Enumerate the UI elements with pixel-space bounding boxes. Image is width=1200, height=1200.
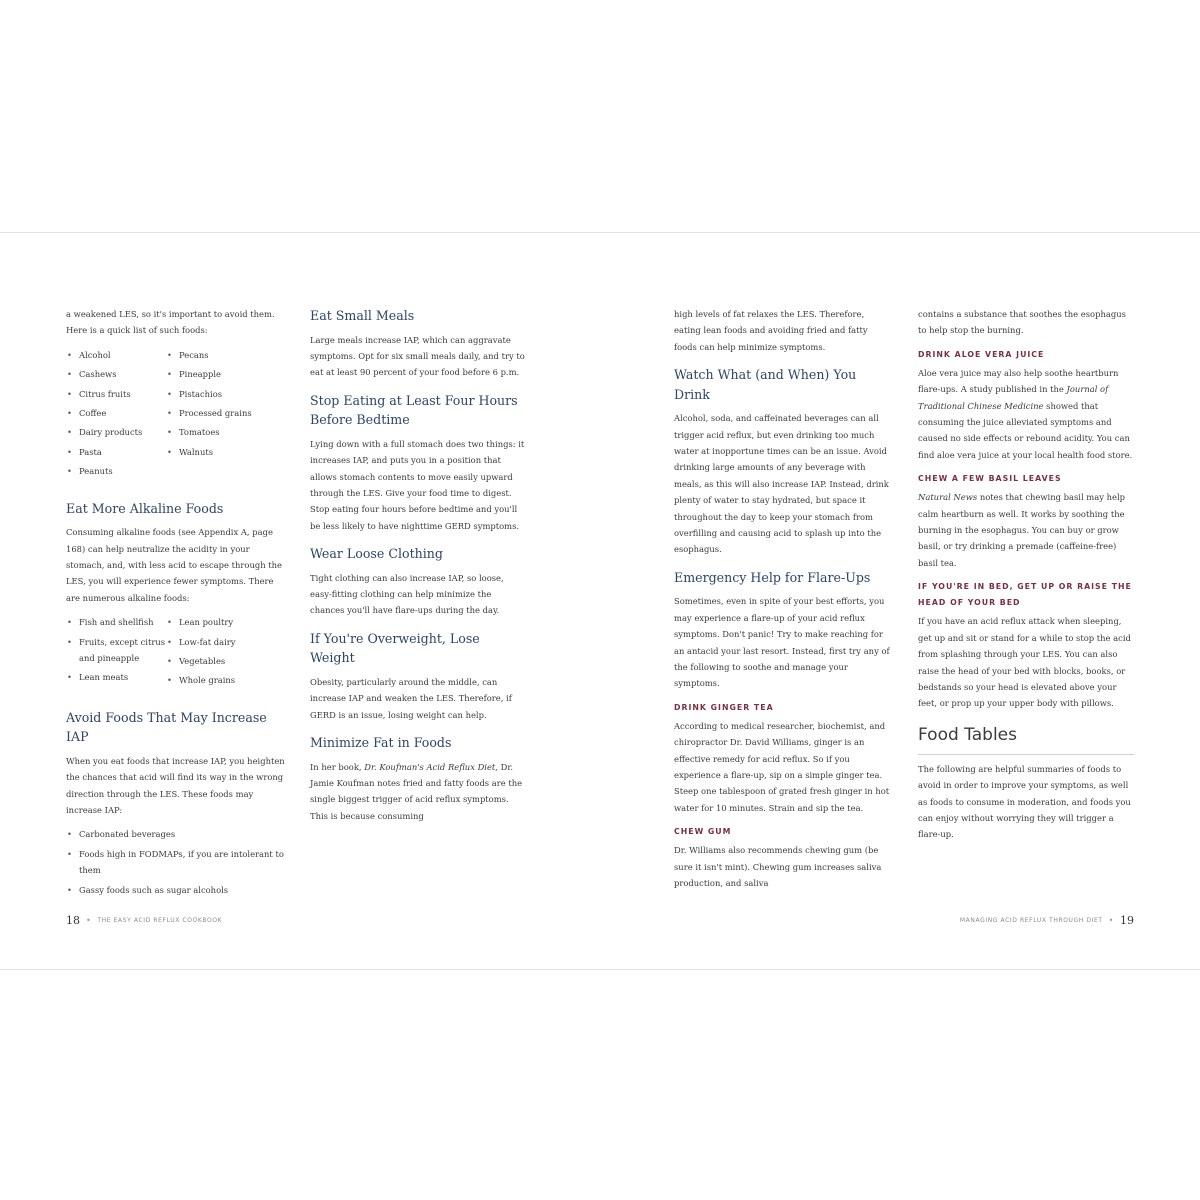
paragraph: contains a substance that soothes the esophagus to help stop the burning. bbox=[918, 309, 1126, 336]
list-item: • Pistachios bbox=[166, 386, 288, 402]
list-item: • Lean meats bbox=[66, 669, 166, 685]
paragraph: Large meals increase IAP, which can aggravate symptoms. Opt for six small meals daily, and try to eat at least 90 percent of your food before 6 p.m. bbox=[310, 334, 525, 378]
list-item: • Lean poultry bbox=[166, 614, 288, 630]
bullet-separator: • bbox=[1108, 916, 1114, 925]
bullet-separator: • bbox=[86, 916, 92, 925]
paragraph: Consuming alkaline foods (see Appendix A, page 168) can help neutralize the acidity in your stomach, and, with less acid to escape through the LES, you will experience fewer symptoms. There are numerous alkaline foods: bbox=[66, 527, 282, 603]
bullet-list bbox=[66, 347, 166, 483]
list-item: • Processed grains bbox=[166, 405, 288, 421]
food-list-avoid bbox=[66, 347, 288, 489]
list-item: • Walnuts bbox=[166, 444, 288, 460]
right-page-column-1 bbox=[674, 306, 890, 899]
list-item: • Fish and shellfish bbox=[66, 614, 166, 630]
list-item: • Carbonated beverages bbox=[66, 826, 288, 842]
left-page-footer bbox=[66, 914, 222, 927]
section-heading: Watch What (and When) You Drink bbox=[674, 367, 857, 402]
right-page-footer bbox=[960, 914, 1134, 927]
bullet-list bbox=[66, 826, 288, 898]
paragraph: Lying down with a full stomach does two things: it increases IAP, and puts you in a position that allows stomach contents to move easily upward through the LES. Give your food time to digest. Stop eating four hours before bedtime and you'll be less likely to have nighttime GERD symptoms. bbox=[310, 438, 525, 531]
paragraph bbox=[918, 489, 1134, 571]
publication-title: Natural News bbox=[918, 492, 978, 503]
section-heading: Minimize Fat in Foods bbox=[310, 735, 452, 751]
list-item: • Coffee bbox=[66, 405, 166, 421]
paragraph: Dr. Williams also recommends chewing gum (be sure it isn't mint). Chewing gum increases saliva production, and saliva bbox=[674, 845, 882, 889]
paragraph: According to medical researcher, biochemist, and chiropractor Dr. David Williams, ginger is an effective remedy for acid reflux. So if you experience a flare-up, sip on a simple ginger tea. Steep one tablespoon of grated fresh ginger in hot water for 10 minutes. Strain and sip the tea. bbox=[674, 720, 890, 813]
section-heading: Avoid Foods That May Increase IAP bbox=[66, 709, 267, 745]
food-list-alkaline bbox=[66, 614, 288, 698]
left-page-column-2 bbox=[310, 306, 528, 832]
paragraph: a weakened LES, so it's important to avoid them. Here is a quick list of such foods: bbox=[66, 309, 275, 336]
section-heading: Stop Eating at Least Four Hours Before Bedtime bbox=[310, 392, 518, 428]
subheading: CHEW A FEW BASIL LEAVES bbox=[918, 474, 1062, 484]
left-page-column-1 bbox=[66, 306, 288, 904]
list-item: • Vegetables bbox=[166, 653, 288, 669]
paragraph: Alcohol, soda, and caffeinated beverages can all trigger acid reflux, but even drinking too much water at inopportune times can be an issue. Avoid drinking large amounts of any beverage with meals, as this will also increase IAP. Instead, drink plenty of water to stay hydrated, but space it throughout the day to keep your stomach from overfilling and causing acid to splash up into the esophagus. bbox=[674, 413, 889, 555]
paragraph: Sometimes, even in spite of your best efforts, you may experience a flare-up of your acid reflux symptoms. Don't panic! Try to make reaching for an antacid your last resort. Instead, first try any of the following to soothe and manage your symptoms. bbox=[674, 596, 890, 689]
paragraph: Obesity, particularly around the middle, can increase IAP and weaken the LES. Therefore, if GERD is an issue, losing weight can help. bbox=[310, 676, 512, 720]
running-title: MANAGING ACID REFLUX THROUGH DIET bbox=[959, 917, 1103, 924]
list-item: • Fruits, except citrus and pineapple bbox=[66, 634, 166, 667]
list-item: • Low-fat dairy bbox=[166, 634, 288, 650]
section-heading: Emergency Help for Flare-Ups bbox=[674, 569, 871, 585]
paragraph bbox=[310, 759, 528, 825]
subheading: CHEW GUM bbox=[674, 827, 732, 837]
section-heading: Eat More Alkaline Foods bbox=[66, 500, 224, 516]
bullet-list bbox=[166, 347, 288, 483]
page-number: 19 bbox=[1120, 914, 1134, 927]
section-heading: Wear Loose Clothing bbox=[310, 546, 443, 562]
list-item: • Pecans bbox=[166, 347, 288, 363]
list-item: • Pineapple bbox=[166, 366, 288, 382]
subheading: DRINK GINGER TEA bbox=[674, 702, 774, 712]
paragraph: high levels of fat relaxes the LES. Therefore, eating lean foods and avoiding fried and fatty foods can help minimize symptoms. bbox=[674, 309, 868, 352]
journal-title: Journal of Traditional Chinese Medicine bbox=[918, 384, 1109, 411]
text: notes that chewing basil may help calm heartburn as well. It works by soothing the burning in the esophagus. You can buy or grow basil, or try drinking a premade (caffeine-free) basil tea. bbox=[918, 492, 1126, 568]
page-number: 18 bbox=[66, 914, 80, 927]
text: Aloe vera juice may also help soothe heartburn flare-ups. A study published in the bbox=[918, 367, 1119, 395]
list-item: • Cashews bbox=[66, 366, 166, 382]
bullet-list bbox=[66, 614, 166, 692]
book-title: Dr. Koufman's Acid Reflux Diet, bbox=[364, 761, 498, 772]
list-item: • Alcohol bbox=[66, 347, 166, 363]
subheading: IF YOU'RE IN BED, GET UP OR RAISE THE HEAD OF YOUR BED bbox=[918, 582, 1132, 608]
section-heading: If You're Overweight, Lose Weight bbox=[310, 630, 480, 666]
text: In her book, bbox=[310, 761, 365, 772]
list-item: • Peanuts bbox=[66, 463, 166, 479]
list-item: • Foods high in FODMAPs, if you are intolerant to them bbox=[66, 846, 288, 879]
list-item: • Whole grains bbox=[166, 672, 288, 688]
paragraph bbox=[918, 365, 1134, 463]
list-item: • Tomatoes bbox=[166, 424, 288, 440]
bullet-list bbox=[166, 614, 288, 692]
subheading: DRINK ALOE VERA JUICE bbox=[918, 349, 1045, 359]
paragraph: When you eat foods that increase IAP, you heighten the chances that acid will find its way in the wrong direction through the LES. These foods may increase IAP: bbox=[66, 755, 285, 816]
paragraph: If you have an acid reflux attack when sleeping, get up and sit or stand for a while to stop the acid from splashing through your LES. You can also raise the head of your bed with blocks, books, or bedstands so your head is elevated above your feet, or prop up your upper body with pillows. bbox=[918, 616, 1131, 709]
list-item: • Pasta bbox=[66, 444, 166, 460]
paragraph: The following are helpful summaries of foods to avoid in order to improve your symptoms, as well as foods to consume in moderation, and foods you can enjoy without worrying they will trigger a flare-up. bbox=[918, 763, 1131, 840]
text: Dr. Jamie Koufman notes fried and fatty foods are the single biggest trigger of acid reflux symptoms. This is because consuming bbox=[310, 761, 523, 821]
list-item: • Gassy foods such as sugar alcohols bbox=[66, 882, 288, 898]
section-heading: Eat Small Meals bbox=[310, 308, 415, 323]
paragraph: Tight clothing can also increase IAP, so loose, easy-fitting clothing can help minimize the chances you'll have flare-ups during the day. bbox=[310, 572, 504, 616]
text: showed that consuming the juice alleviated symptoms and caused no side effects or rebound acidity. You can find aloe vera juice at your local health food store. bbox=[918, 400, 1133, 460]
food-tables-heading: Food Tables bbox=[918, 722, 1134, 755]
running-title: THE EASY ACID REFLUX COOKBOOK bbox=[97, 917, 223, 924]
list-item: • Citrus fruits bbox=[66, 386, 166, 402]
list-item: • Dairy products bbox=[66, 424, 166, 440]
right-page-column-2 bbox=[918, 306, 1134, 851]
